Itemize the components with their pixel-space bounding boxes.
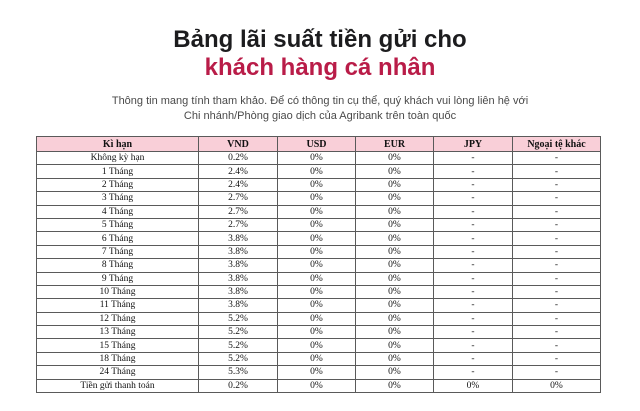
rate-cell: 5.2% xyxy=(199,339,278,352)
rate-cell: 0% xyxy=(356,232,434,245)
term-cell: 13 Tháng xyxy=(37,326,199,339)
table-row xyxy=(37,299,601,312)
table-row xyxy=(37,192,601,205)
table-row xyxy=(37,285,601,298)
rate-cell: 0% xyxy=(278,192,356,205)
table-row xyxy=(37,205,601,218)
rate-cell: - xyxy=(434,232,513,245)
rate-cell: 0% xyxy=(278,152,356,165)
rate-cell: 0% xyxy=(356,205,434,218)
rate-cell: - xyxy=(434,312,513,325)
rate-cell: - xyxy=(434,205,513,218)
rate-cell: - xyxy=(513,259,601,272)
rate-cell: 3.8% xyxy=(199,259,278,272)
rate-cell: - xyxy=(513,192,601,205)
term-cell: 6 Tháng xyxy=(37,232,199,245)
rate-cell: 5.3% xyxy=(199,366,278,379)
rate-cell: - xyxy=(513,205,601,218)
rate-cell: 0% xyxy=(278,299,356,312)
rate-cell: - xyxy=(434,366,513,379)
rate-cell: 0% xyxy=(356,272,434,285)
rate-cell: 0% xyxy=(278,178,356,191)
table-row xyxy=(37,339,601,352)
rate-cell: 0% xyxy=(278,218,356,231)
table-row xyxy=(37,272,601,285)
rate-cell: 0% xyxy=(278,165,356,178)
rate-cell: - xyxy=(434,178,513,191)
rate-cell: 0% xyxy=(356,379,434,392)
rate-cell: - xyxy=(434,285,513,298)
rate-cell: 0% xyxy=(356,326,434,339)
term-cell: 8 Tháng xyxy=(37,259,199,272)
table-header-row xyxy=(37,137,601,152)
rate-cell: - xyxy=(513,299,601,312)
column-header-jpy: JPY xyxy=(434,137,513,152)
rate-cell: - xyxy=(513,366,601,379)
rate-cell: 0% xyxy=(278,205,356,218)
rate-cell: - xyxy=(434,272,513,285)
rate-cell: 0% xyxy=(278,326,356,339)
table-row xyxy=(37,232,601,245)
table-row xyxy=(37,259,601,272)
rate-table-body xyxy=(37,152,601,393)
rate-cell: 0% xyxy=(356,285,434,298)
rate-cell: - xyxy=(513,152,601,165)
term-cell: 11 Tháng xyxy=(37,299,199,312)
rate-cell: 0% xyxy=(356,165,434,178)
rate-cell: 3.8% xyxy=(199,232,278,245)
rate-cell: - xyxy=(513,326,601,339)
rate-cell: - xyxy=(513,312,601,325)
term-cell: 4 Tháng xyxy=(37,205,199,218)
term-cell: 5 Tháng xyxy=(37,218,199,231)
rate-cell: - xyxy=(513,339,601,352)
rate-cell: 0% xyxy=(356,339,434,352)
term-cell: 12 Tháng xyxy=(37,312,199,325)
rate-cell: - xyxy=(513,178,601,191)
term-cell: 9 Tháng xyxy=(37,272,199,285)
table-row xyxy=(37,178,601,191)
rate-cell: - xyxy=(434,326,513,339)
column-header-term: Kì hạn xyxy=(37,137,199,152)
column-header-vnd: VND xyxy=(199,137,278,152)
column-header-other: Ngoại tệ khác xyxy=(513,137,601,152)
rate-cell: 0% xyxy=(356,299,434,312)
rate-cell: 0% xyxy=(278,339,356,352)
rate-cell: 3.8% xyxy=(199,285,278,298)
rate-cell: 2.7% xyxy=(199,192,278,205)
rate-cell: 3.8% xyxy=(199,272,278,285)
rate-cell: - xyxy=(434,165,513,178)
term-cell: 1 Tháng xyxy=(37,165,199,178)
rate-cell: - xyxy=(513,165,601,178)
rate-cell: 0% xyxy=(356,312,434,325)
table-row xyxy=(37,326,601,339)
rate-cell: 0% xyxy=(278,259,356,272)
rate-cell: 0% xyxy=(278,285,356,298)
rate-cell: 0% xyxy=(356,178,434,191)
rate-cell: 0% xyxy=(278,245,356,258)
column-header-eur: EUR xyxy=(356,137,434,152)
rate-cell: - xyxy=(513,352,601,365)
table-row xyxy=(37,152,601,165)
rate-cell: 5.2% xyxy=(199,312,278,325)
term-cell: Không kỳ hạn xyxy=(37,152,199,165)
rate-cell: 0% xyxy=(278,379,356,392)
page-title-line1: Bảng lãi suất tiền gửi cho xyxy=(173,26,467,53)
rate-cell: 0% xyxy=(356,259,434,272)
rate-cell: 3.8% xyxy=(199,245,278,258)
table-row xyxy=(37,245,601,258)
term-cell: 7 Tháng xyxy=(37,245,199,258)
rate-cell: 0% xyxy=(278,352,356,365)
rate-cell: 0.2% xyxy=(199,379,278,392)
page-subtitle: Thông tin mang tính tham khảo. Để có thông tin cụ thể, quý khách vui lòng liên hệ với Chi nhánh/Phòng giao dịch của Agribank trên toàn quốc xyxy=(111,95,529,122)
rate-cell: 0% xyxy=(278,272,356,285)
column-header-usd: USD xyxy=(278,137,356,152)
rate-cell: 2.4% xyxy=(199,165,278,178)
table-row xyxy=(37,366,601,379)
rate-cell: 0% xyxy=(356,366,434,379)
rate-cell: - xyxy=(434,152,513,165)
table-row xyxy=(37,218,601,231)
rate-cell: 2.7% xyxy=(199,205,278,218)
rate-cell: 0% xyxy=(278,366,356,379)
rate-cell: - xyxy=(513,232,601,245)
rate-cell: 0% xyxy=(278,312,356,325)
rate-cell: 0% xyxy=(356,192,434,205)
term-cell: 15 Tháng xyxy=(37,339,199,352)
rate-cell: 2.4% xyxy=(199,178,278,191)
table-row xyxy=(37,312,601,325)
rate-cell: - xyxy=(513,285,601,298)
term-cell: 10 Tháng xyxy=(37,285,199,298)
table-row xyxy=(37,165,601,178)
rate-cell: 0% xyxy=(278,232,356,245)
rate-cell: 5.2% xyxy=(199,326,278,339)
rate-cell: 0% xyxy=(356,245,434,258)
rate-cell: - xyxy=(434,192,513,205)
rate-cell: 5.2% xyxy=(199,352,278,365)
rate-cell: 0% xyxy=(356,218,434,231)
rate-cell: - xyxy=(434,218,513,231)
rate-cell: 0% xyxy=(356,152,434,165)
interest-rates-table xyxy=(36,136,601,393)
term-cell: 2 Tháng xyxy=(37,178,199,191)
table-row xyxy=(37,352,601,365)
rate-cell: - xyxy=(434,352,513,365)
table-row xyxy=(37,379,601,392)
rate-cell: - xyxy=(434,259,513,272)
rate-cell: 0.2% xyxy=(199,152,278,165)
page-title-line2: khách hàng cá nhân xyxy=(204,54,436,81)
term-cell: 3 Tháng xyxy=(37,192,199,205)
rate-cell: 0% xyxy=(513,379,601,392)
page-title xyxy=(0,0,640,82)
rate-cell: - xyxy=(513,272,601,285)
rate-cell: - xyxy=(434,339,513,352)
rate-cell: - xyxy=(434,299,513,312)
rate-cell: 0% xyxy=(434,379,513,392)
term-cell: 24 Tháng xyxy=(37,366,199,379)
rate-cell: - xyxy=(513,218,601,231)
rate-cell: - xyxy=(434,245,513,258)
rate-cell: 3.8% xyxy=(199,299,278,312)
rate-cell: 2.7% xyxy=(199,218,278,231)
term-cell: 18 Tháng xyxy=(37,352,199,365)
rate-cell: 0% xyxy=(356,352,434,365)
term-cell: Tiền gửi thanh toán xyxy=(37,379,199,392)
rate-cell: - xyxy=(513,245,601,258)
